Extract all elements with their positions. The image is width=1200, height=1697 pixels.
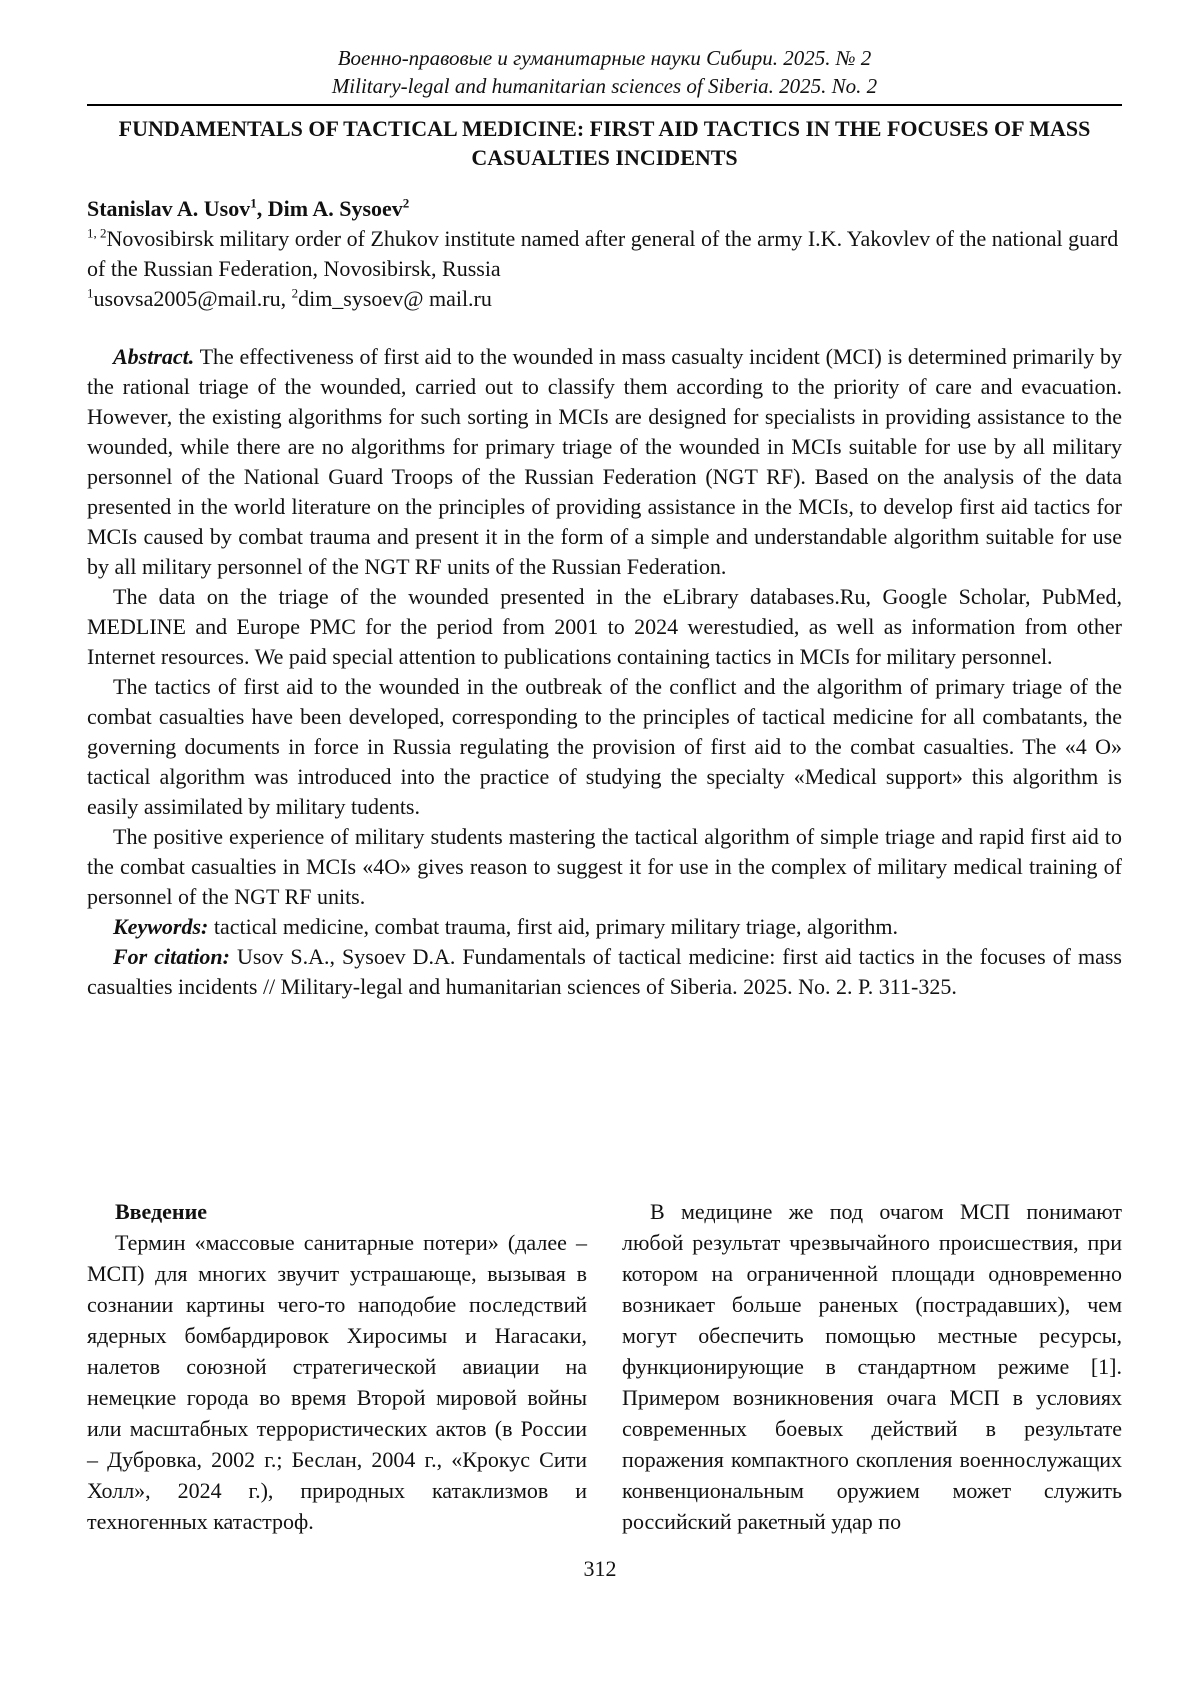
abstract-label: Abstract.: [113, 344, 195, 369]
header-rule: [87, 104, 1122, 106]
right-column: [622, 1196, 1122, 1537]
author-1-sup: 1: [250, 195, 257, 211]
keywords: [87, 912, 1122, 942]
email-1-sup: 1: [87, 285, 94, 301]
abstract-paragraph-3: The tactics of first aid to the wounded in the outbreak of the conflict and the algorithm of primary triage of the combat casualties have been developed, corresponding to the principles of tactical medicine for all combatants, the governing documents in force in Russia regulating the provision of first aid to the combat casualties. The «4 O» tactical algorithm was introduced into the practice of studying the specialty «Medical support» this algorithm is easily assimilated by military tudents.: [87, 674, 1122, 819]
email-1[interactable]: usovsa2005@mail.ru,: [93, 286, 292, 311]
keywords-label: Keywords:: [113, 914, 209, 939]
authors: [87, 194, 1122, 224]
left-column-paragraph: Термин «массовые санитарные потери» (далее – МСП) для многих звучит устрашающе, вызывая в сознании картины чего-то наподобие последствий ядерных бомбардировок Хиросимы и Нагасаки, налетов союзной стратегической авиации на немецкие города во время Второй мировой войны или масштабных террористических актов (в России – Дубровка, 2002 г.; Беслан, 2004 г., «Крокус Сити Холл», 2024 г.), природных катаклизмов и техногенных катастроф.: [87, 1230, 587, 1534]
affiliation-sup: 1, 2: [87, 225, 107, 241]
email-2[interactable]: dim_sysoev@ mail.ru: [298, 286, 492, 311]
left-column: [87, 1196, 587, 1537]
abstract-paragraph-2: The data on the triage of the wounded presented in the eLibrary databases.Ru, Google Scholar, PubMed, MEDLINE and Europe PMC for the period from 2001 to 2024 werestudied, as well as information from other Internet resources. We paid special attention to publications containing tactics in MCIs for military personnel.: [87, 584, 1122, 669]
page-number: 312: [583, 1556, 617, 1581]
journal-title-en: Military-legal and humanitarian sciences of Siberia. 2025. No. 2: [331, 74, 878, 98]
author-2-name: Dim A. Sysoev: [267, 196, 403, 221]
page-body: [87, 44, 1122, 1002]
author-separator: ,: [256, 196, 268, 221]
affiliation-text: Novosibirsk military order of Zhukov institute named after general of the army I.K. Yakovlev of the national guard of the Russian Federation, Novosibirsk, Russia: [87, 226, 1119, 281]
citation: [87, 942, 1122, 1002]
right-column-paragraph: В медицине же под очагом МСП понимают любой результат чрезвычайного происшествия, при котором на ограниченной площади одновременно возникает больше раненых (пострадавших), чем могут обеспечить помощью местные ресурсы, функционирующие в стандартном режиме [1]. Примером возникновения очага МСП в условиях современных боевых действий в результате поражения компактного скопления военнослужащих конвенциональным оружием может служить российский ракетный удар по: [622, 1199, 1122, 1534]
affiliation: [87, 224, 1122, 284]
article-title: FUNDAMENTALS OF TACTICAL MEDICINE: FIRST AID TACTICS IN THE FOCUSES OF MASS CASUALTIES INCIDENTS: [118, 116, 1091, 170]
abstract-text-1: The effectiveness of first aid to the wounded in mass casualty incident (MCI) is determined primarily by the rational triage of the wounded, carried out to classify them according to the priority of care and evacuation. However, the existing algorithms for such sorting in MCIs are designed for specialists in providing assistance to the wounded, while there are no algorithms for primary triage of the wounded in MCIs suitable for use by all military personnel of the National Guard Troops of the Russian Federation (NGT RF). Based on the analysis of the data presented in the world literature on the principles of providing assistance in the MCIs, to develop first aid tactics for MCIs caused by combat trauma and present it in the form of a simple and understandable algorithm suitable for use by all military personnel of the NGT RF units of the Russian Federation.: [87, 344, 1122, 579]
keywords-text: tactical medicine, combat trauma, first aid, primary military triage, algorithm.: [208, 914, 899, 939]
journal-header: [87, 44, 1122, 100]
citation-label: For citation:: [113, 944, 230, 969]
author-2-sup: 2: [402, 195, 410, 211]
section-heading-introduction: Введение: [115, 1199, 208, 1224]
email-2-sup: 2: [291, 285, 299, 301]
body-columns: [87, 1196, 1122, 1537]
author-1-name: Stanislav A. Usov: [87, 196, 251, 221]
journal-title-ru: Военно-правовые и гуманитарные науки Сибири. 2025. № 2: [337, 46, 872, 70]
emails: [87, 284, 1122, 314]
abstract-section: [87, 342, 1122, 1002]
abstract-paragraph-1: [87, 342, 1122, 582]
abstract-paragraph-4: The positive experience of military students mastering the tactical algorithm of simple triage and rapid first aid to the combat casualties in MCIs «4O» gives reason to suggest it for use in the complex of military medical training of personnel of the NGT RF units.: [87, 824, 1122, 909]
citation-text: Usov S.A., Sysoev D.A. Fundamentals of tactical medicine: first aid tactics in the focuses of mass casualties incidents // Military-legal and humanitarian sciences of Siberia. 2025. No. 2. P. 311-325.: [87, 944, 1122, 999]
